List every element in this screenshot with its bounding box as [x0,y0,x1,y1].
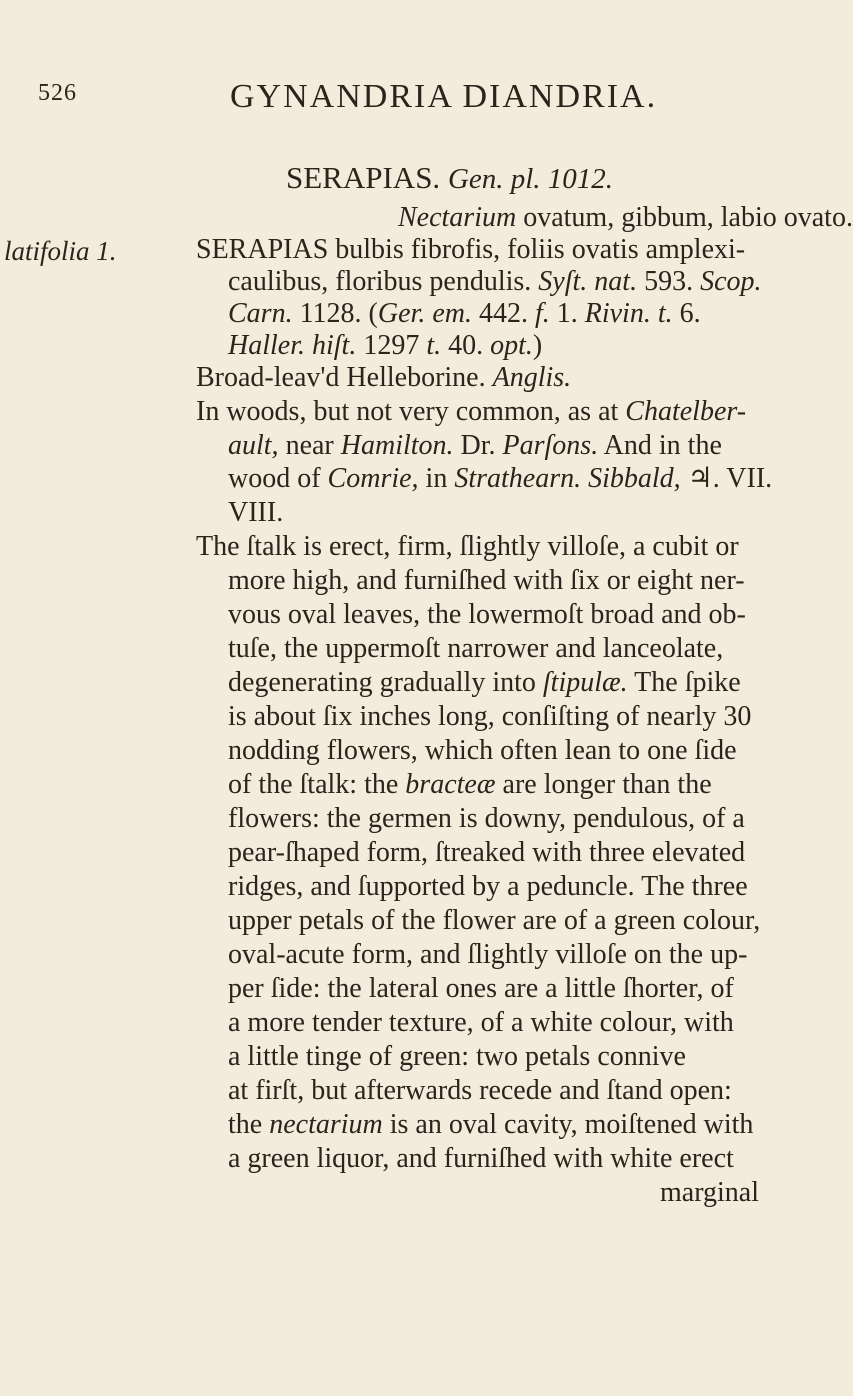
italic-run: Strathearn. [454,463,582,494]
text-run: the [228,1109,270,1140]
genus-name: SERAPIAS. [286,160,441,195]
text-run: more high, and furniſhed with ſix or eight ner- [228,565,745,596]
text-line [228,300,701,328]
text-run: per ſide: the lateral ones are a little ſhorter, of [228,973,734,1004]
text-run: in [418,463,455,494]
text-line [228,771,712,799]
text-run: 40. [441,330,491,361]
text-line [660,1179,759,1207]
italic-run: Parſons. [502,430,599,461]
text-line [228,465,772,493]
text-run: The ſtalk is erect, firm, ſlightly villoſe, a cubit or [196,531,739,562]
text-run: of the ſtalk: the [228,769,406,800]
margin-note: latifolia 1. [4,236,117,266]
italic-run: Scop. [700,266,762,297]
text-run: wood of [228,463,328,494]
text-line [228,635,723,663]
text-run: are longer than the [495,769,712,800]
italic-run: Haller. hiſt. [228,330,357,361]
italic-run: Hamilton. [340,430,454,461]
text-run: 1297 [356,330,427,361]
text-line [228,601,746,629]
running-title: GYNANDRIA DIANDRIA. [230,78,658,115]
text-run: ♃. VII. [680,463,773,494]
italic-run: Rivin. t. [584,298,673,329]
italic-run: t. [426,330,442,361]
page-number: 526 [38,80,77,106]
text-line [228,805,745,833]
text-line [196,236,745,264]
italic-run: Chatelber- [625,396,747,427]
text-run: 1. [549,298,585,329]
text-run: marginal [660,1177,760,1208]
text-line [228,941,747,969]
text-run: is about ſix inches long, conſiſting of nearly 30 [228,701,752,732]
text-line [196,533,739,561]
text-line [196,398,746,426]
text-line [228,432,722,460]
text-line [228,1111,753,1139]
italic-run: ault, [228,430,279,461]
text-line [228,1077,732,1105]
italic-run: Syſt. nat. [538,266,638,297]
text-line [228,499,283,527]
text-run: nodding flowers, which often lean to one ſide [228,735,737,766]
text-run: And in the [598,430,722,461]
text-line [228,975,734,1003]
text-run: ovatum, gibbum, labio ovato. [516,202,853,233]
text-run: pear-ſhaped form, ſtreaked with three elevated [228,837,746,868]
text-run: 6. [672,298,701,329]
italic-run: Ger. em. [377,298,472,329]
text-run: In woods, but not very common, as at [196,396,626,427]
genus-heading [286,160,613,196]
text-run: caulibus, floribus pendulis. [228,266,539,297]
text-line [228,1145,734,1173]
text-run: a more tender texture, of a white colour, with [228,1007,734,1038]
text-run: near [278,430,341,461]
text-line [228,567,745,595]
text-run: vous oval leaves, the lowermoſt broad and ob- [228,599,746,630]
italic-run: f. [534,298,550,329]
italic-run: bracteæ [405,769,496,800]
text-run: is an oval cavity, moiſtened with [382,1109,754,1140]
text-line [228,703,751,731]
text-run: tuſe, the uppermoſt narrower and lanceolate, [228,633,724,664]
text-line [228,839,745,867]
text-line [398,204,853,232]
italic-run: nectarium [269,1109,383,1140]
text-run: flowers: the germen is downy, pendulous, of a [228,803,745,834]
text-run: a green liquor, and furniſhed with white erect [228,1143,734,1174]
text-run: The ſpike [627,667,741,698]
text-line [228,332,542,360]
italic-run: Comrie, [327,463,419,494]
text-run: ridges, and ſupported by a peduncle. The three [228,871,748,902]
text-line [228,907,760,935]
italic-run: Carn. [228,298,293,329]
text-run: 593. [637,266,701,297]
text-line [228,873,748,901]
text-run: 1128. ( [292,298,378,329]
text-run: oval-acute form, and ſlightly villoſe on the up- [228,939,748,970]
text-run: 442. [471,298,535,329]
text-run: upper petals of the flower are of a green colour, [228,905,761,936]
text-run: Dr. [453,430,503,461]
text-run: a little tinge of green: two petals connive [228,1041,686,1072]
italic-run: Sibbald, [588,463,681,494]
text-line [228,737,737,765]
text-run: Broad-leav'd Helleborine. [196,362,493,393]
text-run: degenerating gradually into [228,667,543,698]
text-run: at firſt, but afterwards recede and ſtand open: [228,1075,732,1106]
text-line [228,1043,686,1071]
text-line [196,364,571,392]
text-run: SERAPIAS bulbis fibrofis, foliis ovatis amplexi- [196,234,746,265]
text-line [228,1009,734,1037]
text-line [228,669,741,697]
text-run: ) [532,330,543,361]
italic-run: ſtipulæ. [542,667,628,698]
text-run: VIII. [228,497,284,528]
text-line [228,268,762,296]
italic-run: opt. [490,330,533,361]
italic-run: Anglis. [492,362,572,393]
genus-reference: Gen. pl. 1012. [447,163,614,195]
italic-run: Nectarium [398,202,517,233]
